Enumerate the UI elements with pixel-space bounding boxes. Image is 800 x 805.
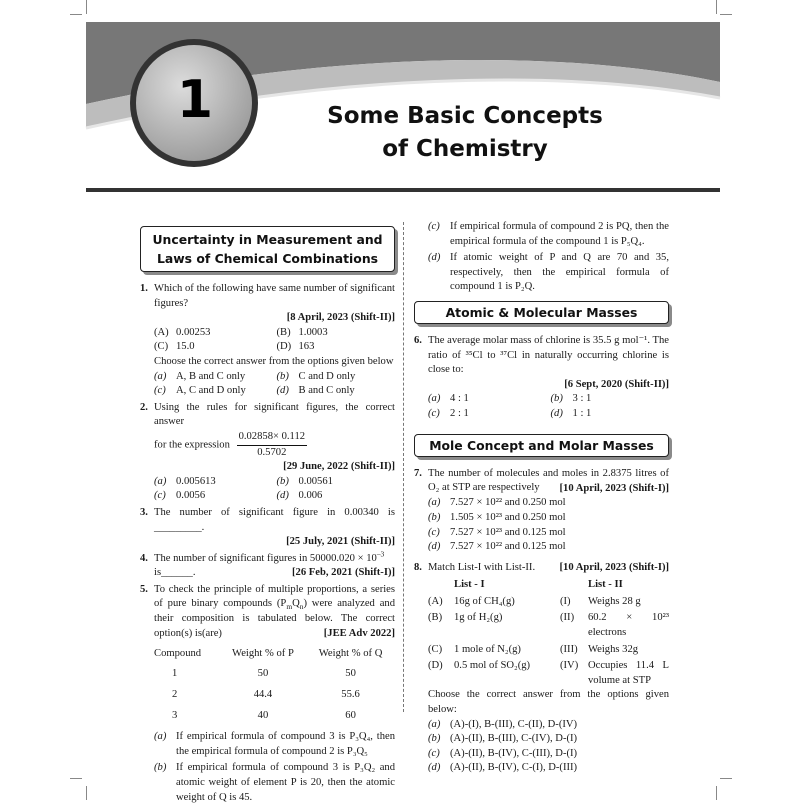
- exam-source: [6 Sept, 2020 (Shift-II)]: [564, 378, 669, 390]
- answer-option: (b) 3 : 1: [550, 393, 592, 405]
- answer-option: (d) 7.527 × 10²² and 0.125 mol: [428, 541, 566, 553]
- list-item: Weighs 28 g: [588, 595, 641, 607]
- answer-option: (b) (A)-(II), B-(III), C-(IV), D-(I): [428, 733, 578, 745]
- answer-option: (c) A, C and D only: [154, 385, 246, 397]
- answer-option: (a) If empirical formula of compound 3 is P₃Q₄, then the empirical formula of compound 2 is P₃Q₅: [154, 731, 395, 757]
- exam-source: [8 April, 2023 (Shift-II)]: [286, 312, 395, 324]
- list-heading: List - II: [588, 579, 623, 591]
- question-instruction: Choose the correct answer from the options given below: [154, 355, 394, 367]
- list-label: (I): [560, 595, 571, 607]
- list-label: (A): [428, 595, 443, 607]
- answer-list: [154, 370, 395, 399]
- answer-option: (c) (A)-(II), B-(IV), C-(III), D-(I): [428, 747, 578, 759]
- table-cell: 44.4: [253, 689, 273, 701]
- question-4: [140, 549, 395, 581]
- answer-option: (d) 0.006: [276, 490, 323, 502]
- table-cell: 60: [345, 709, 356, 721]
- question-number: 7.: [414, 467, 422, 479]
- question-number: 3.: [140, 506, 148, 518]
- answer-option: (a) 4 : 1: [428, 393, 469, 405]
- option: (A) 0.00253: [154, 326, 211, 338]
- option: (B) 1.0003: [276, 326, 328, 338]
- question-header-line: [428, 561, 669, 576]
- option: (D) 163: [276, 341, 315, 353]
- answer-option: (a) 7.527 × 10²² and 0.250 mol: [428, 497, 566, 509]
- list-item: Occupies 11.4 L volume at STP: [588, 660, 669, 686]
- answer-option: (d) B and C only: [276, 385, 355, 397]
- banner-rule: [86, 188, 720, 192]
- exam-source: [25 July, 2021 (Shift-II)]: [286, 536, 395, 548]
- composition-table: [154, 644, 395, 726]
- answer-option: (b) 1.505 × 10²³ and 0.250 mol: [428, 511, 566, 523]
- table-header: Compound: [154, 647, 202, 659]
- answer-list: [154, 475, 395, 504]
- column-divider: [403, 222, 404, 712]
- crop-mark: [86, 786, 87, 800]
- list-label: (II): [560, 612, 575, 624]
- title-line-2: of Chemistry: [382, 136, 548, 162]
- list-item: 1g of H₂(g): [454, 612, 503, 624]
- answer-option: (d) 1 : 1: [550, 407, 592, 419]
- question-5-continued: [414, 220, 669, 295]
- crop-mark: [720, 778, 732, 779]
- question-8: [414, 561, 669, 776]
- question-tail-line: [154, 566, 395, 581]
- question-text: The number of significant figure in 0.00340 is _________.: [154, 506, 395, 533]
- match-list-table: [428, 578, 669, 688]
- option-list: [154, 326, 395, 355]
- page-title: [300, 100, 630, 166]
- fraction: [237, 430, 308, 460]
- section-heading-line: Uncertainty in Measurement and: [152, 232, 383, 247]
- question-number: 5.: [140, 583, 148, 595]
- answer-option: (c) 2 : 1: [428, 407, 469, 419]
- question-instruction: Choose the correct answer from the options given below:: [428, 689, 669, 716]
- table-header: Weight % of P: [232, 647, 294, 659]
- list-label: (C): [428, 643, 443, 655]
- list-label: (D): [428, 660, 443, 672]
- question-text: Match List-I with List-II.: [428, 561, 536, 573]
- question-6: [414, 334, 669, 422]
- exam-source: [10 April, 2023 (Shift-I)]: [559, 482, 669, 494]
- question-3: [140, 506, 395, 550]
- answer-option: (c) If empirical formula of compound 2 is PQ, then the empirical formula of the compound 1 is P₅Q₄.: [428, 221, 669, 247]
- table-row: [154, 706, 395, 727]
- section-heading-uncertainty: [140, 226, 395, 272]
- answer-option: (b) C and D only: [276, 370, 356, 382]
- answer-option: (a) (A)-(I), B-(III), C-(II), D-(IV): [428, 718, 578, 730]
- exam-source: [26 Feb, 2021 (Shift-I)]: [292, 567, 395, 579]
- chapter-number: 1: [176, 70, 214, 130]
- list-item: 16g of CH₄(g): [454, 595, 515, 607]
- question-number: 6.: [414, 334, 422, 346]
- table-cell: 1: [172, 668, 178, 680]
- list-label: (III): [560, 643, 578, 655]
- section-heading-mole-concept: Mole Concept and Molar Masses: [414, 434, 669, 457]
- answer-option: (b) If empirical formula of compound 3 is P₃Q₂ and atomic weight of element P is 20, then the atomic weight of Q is 45.: [154, 762, 395, 803]
- left-column: [140, 220, 395, 805]
- crop-mark: [716, 786, 717, 800]
- table-cell: 50: [345, 668, 356, 680]
- answer-list: [428, 392, 669, 421]
- answer-option: (a) A, B and C only: [154, 370, 246, 382]
- question-text: To check the principle of multiple proportions, a series of pure binary compounds $(P_mQ_n)$ were analyzed and their composition is tabulated below. The correct option(s) is(are): [154, 583, 395, 639]
- table-cell: 50: [257, 668, 269, 680]
- list-heading: List - I: [454, 579, 485, 591]
- list-item: 60.2 × 10²³ electrons: [588, 612, 669, 639]
- question-text: Using the rules for significant figures, the correct answer: [154, 401, 395, 428]
- fraction-numerator: 0.02858× 0.112: [237, 430, 308, 446]
- question-blank: is______.: [154, 567, 196, 579]
- title-line-1: Some Basic Concepts: [327, 103, 603, 129]
- answer-option: (c) 0.0056: [154, 490, 206, 502]
- right-column: [414, 220, 669, 776]
- expression-prefix: for the expression: [154, 439, 230, 451]
- question-text: The number of significant figures in $50000.020 \times 10^{-3}$: [154, 549, 385, 564]
- fraction-denominator: 0.5702: [257, 446, 287, 458]
- table-row: [154, 685, 395, 706]
- table-row: [154, 664, 395, 685]
- table-header-row: [154, 644, 395, 665]
- exam-source: [10 April, 2023 (Shift-I)]: [559, 561, 669, 573]
- question-text: The number of molecules and moles in 2.8375 litres of O₂ at STP are respectively: [428, 467, 669, 494]
- expression-line: [154, 430, 395, 460]
- list-item: Weighs 32g: [588, 643, 639, 655]
- table-header: Weight % of Q: [318, 647, 383, 659]
- answer-option: (b) 0.00561: [276, 475, 333, 487]
- question-text: Which of the following have same number of significant figures?: [154, 283, 395, 309]
- question-text: The average molar mass of chlorine is 35.5 g mol⁻¹. The ratio of ³⁵Cl to ³⁷Cl in naturally occurring chlorine is close to:: [428, 334, 669, 376]
- table-cell: 2: [172, 689, 178, 701]
- option: (C) 15.0: [154, 341, 195, 353]
- list-label: (IV): [560, 660, 579, 672]
- list-item: 0.5 mol of SO₂(g): [454, 660, 531, 672]
- question-2: [140, 401, 395, 504]
- table-cell: 55.6: [341, 689, 360, 701]
- question-1: [140, 282, 395, 399]
- question-number: 2.: [140, 401, 148, 413]
- question-number: 4.: [140, 552, 148, 564]
- section-heading-atomic-masses: Atomic & Molecular Masses: [414, 301, 669, 324]
- question-5: [140, 583, 395, 805]
- question-number: 8.: [414, 561, 422, 573]
- section-heading-line: Laws of Chemical Combinations: [156, 251, 379, 266]
- answer-option: (d) If atomic weight of P and Q are 70 and 35, respectively, then the empirical formula of compound 1 is P₂Q.: [428, 252, 669, 293]
- exam-source: [JEE Adv 2022]: [323, 628, 395, 640]
- table-cell: 3: [172, 709, 178, 721]
- answer-option: (c) 7.527 × 10²³ and 0.125 mol: [428, 526, 566, 538]
- list-item: 1 mole of N₂(g): [454, 643, 521, 655]
- list-label: (B): [428, 612, 443, 624]
- question-7: [414, 467, 669, 555]
- table-cell: 40: [257, 709, 269, 721]
- answer-option: (d) (A)-(II), B-(IV), C-(I), D-(III): [428, 762, 578, 774]
- crop-mark: [70, 778, 82, 779]
- answer-option: (a) 0.005613: [154, 475, 216, 487]
- exam-source: [29 June, 2022 (Shift-II)]: [283, 461, 395, 473]
- question-number: 1.: [140, 283, 148, 294]
